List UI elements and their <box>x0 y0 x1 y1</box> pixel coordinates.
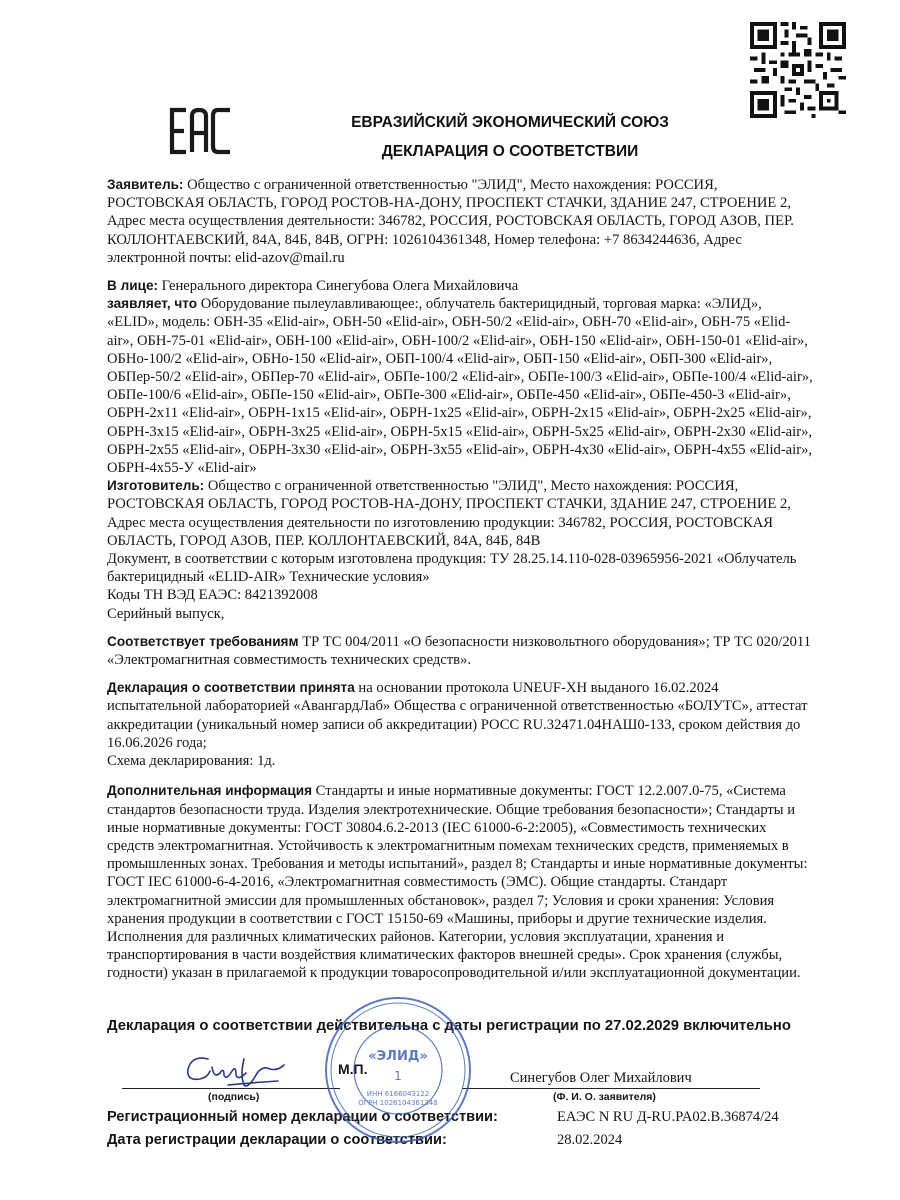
name-caption: (Ф. И. О. заявителя) <box>553 1091 656 1103</box>
signature-line <box>122 1088 340 1089</box>
name-line <box>462 1088 760 1089</box>
declares-label: заявляет, что <box>107 296 198 312</box>
additional-section <box>107 782 813 982</box>
declaration-body <box>107 176 813 983</box>
serial-production: Серийный выпуск, <box>107 605 225 622</box>
stamp-number: 1 <box>394 1069 402 1083</box>
additional-text: Стандарты и иные нормативные документы: ГОСТ 12.2.007.0-75, «Система стандартов безопасности труда. Изделия электротехнические. Общие требования безопасности»; Стандарты и иные нормативные документы: ГОСТ 30804.6.2-2013 (IEC 61000-6-2:2005), «Совместимость технических средств электромагнитная. Устойчивость к электромагнитным помехам технических средств, применяемых в промышленных зонах. Требования и методы испытаний», раздел 8; Стандарты и иные нормативные документы: ГОСТ IEC 61000-6-4-2016, «Электромагнитная совместимость (ЭМС). Общие стандарты. Стандарт электромагнитной эмиссии для промышленных обстановок», раздел 7; Условия и сроки хранения: Условия хранения продукции в соответствии с ГОСТ 15150-69 «Машины, приборы и другие технические изделия. Исполнения для различных климатических районов. Категории, условия эксплуатации, хранения и транспортирования в части воздействия климатических факторов внешней среды». Срок хранения (службы, годности) указан в прилагаемой к продукции товаросопроводительной и/или эксплуатационной документации. <box>107 783 808 982</box>
applicant-text: Общество с ограниченной ответственностью "ЭЛИД", Место нахождения: РОССИЯ, РОСТОВСКАЯ ОБЛАСТЬ, ГОРОД РОСТОВ-НА-ДОНУ, ПРОСПЕКТ СТАЧКИ, ЗДАНИЕ 247, СТРОЕНИЕ 2, Адрес места осуществления деятельности: 346782, РОССИЯ, РОСТОВСКАЯ ОБЛАСТЬ, ГОРОД АЗОВ, ПЕР. КОЛЛОНТАЕВСКИЙ, 84А, 84Б, 84В, ОГРН: 1026104361348, Номер телефона: +7 8634244636, Адрес электронной почты: elid-azov@mail.ru <box>107 177 794 266</box>
adopted-section <box>107 679 813 752</box>
registration-date-value: 28.02.2024 <box>557 1132 623 1148</box>
signer-name: Синегубов Олег Михайлович <box>510 1070 692 1086</box>
stamp-ogrn: ОГРН 1026104361348 <box>358 1099 438 1107</box>
applicant-section <box>107 176 813 267</box>
registration-number-label: Регистрационный номер декларации о соответствии: <box>107 1109 498 1125</box>
stamp-center-text: «ЭЛИД» <box>368 1049 428 1064</box>
union-heading: ЕВРАЗИЙСКИЙ ЭКОНОМИЧЕСКИЙ СОЮЗ <box>351 114 669 131</box>
conforms-label: Соответствует требованиям <box>107 633 299 649</box>
registration-date-label: Дата регистрации декларации о соответствии: <box>107 1132 447 1148</box>
person-section <box>107 277 813 295</box>
signature-caption: (подпись) <box>208 1091 260 1103</box>
person-label: В лице: <box>107 278 159 294</box>
hs-codes: Коды ТН ВЭД ЕАЭС: 8421392008 <box>107 587 318 604</box>
declares-text: Оборудование пылеулавливающее:, облучатель бактерицидный, торговая марка: «ЭЛИД», «ELID», модель: ОБН-35 «Elid-air», ОБН-50 «Elid-air», ОБН-50/2 «Elid-air», ОБН-70 «Elid-air», ОБН-75 «Elid-air», ОБН-75-01 «Elid-air», ОБН-100 «Elid-air», ОБН-100/2 «Elid-air», ОБН-150 «Elid-air», ОБН-150-01 «Elid-air», ОБНо-100/2 «Elid-air», ОБНо-150 «Elid-air», ОБП-100/4 «Elid-air», ОБП-150 «Elid-air», ОБП-300 «Elid-air», ОБПер-50/2 «Elid-air», ОБПер-70 «Elid-air», ОБПе-100/2 «Elid-air», ОБПе-100/3 «Elid-air», ОБПе-100/4 «Elid-air», ОБПе-100/6 «Elid-air», ОБПе-150 «Elid-air», ОБПе-300 «Elid-air», ОБПе-450 «Elid-air», ОБПе-450-3 «Elid-air», ОБРН-2х11 «Elid-air», ОБРН-1х15 «Elid-air», ОБРН-1х25 «Elid-air», ОБРН-2х15 «Elid-air», ОБРН-2х25 «Elid-air», ОБРН-3х15 «Elid-air», ОБРН-3х25 «Elid-air», ОБРН-5х15 «Elid-air», ОБРН-5х25 «Elid-air», ОБРН-2х30 «Elid-air», ОБРН-2х55 «Elid-air», ОБРН-3х30 «Elid-air», ОБРН-3х55 «Elid-air», ОБРН-4х30 «Elid-air», ОБРН-4х55 «Elid-air», ОБРН-4х55-У «Elid-air» <box>107 296 813 477</box>
document-title: ДЕКЛАРАЦИЯ О СООТВЕТСТВИИ <box>381 143 639 160</box>
manufacturer-section <box>107 477 813 550</box>
conforms-section <box>107 633 813 669</box>
adopted-label: Декларация о соответствии принята <box>107 680 355 696</box>
handwritten-signature <box>178 1045 288 1097</box>
adopted-text: на основании протокола UNEUF-XH выданого 16.02.2024 испытательной лабораторией «АвангардЛаб» Общества с ограниченной ответственностью «БОЛУТС», аттестат аккредитации (уникальный номер записи об аккредитации) РОСС RU.32471.04НАШ0-133, сроком действия до 16.06.2026 года; <box>107 680 808 751</box>
additional-label: Дополнительная информация <box>107 783 313 799</box>
seal-place-label: М.П. <box>338 1061 368 1077</box>
manufacturer-text: Общество с ограниченной ответственностью "ЭЛИД", Место нахождения: РОССИЯ, РОСТОВСКАЯ ОБЛАСТЬ, ГОРОД РОСТОВ-НА-ДОНУ, ПРОСПЕКТ СТАЧКИ, ЗДАНИЕ 247, СТРОЕНИЕ 2, Адрес места осуществления деятельности по изготовлению продукции: 346782, РОССИЯ, РОСТОВСКАЯ ОБЛАСТЬ, ГОРОД АЗОВ, ПЕР. КОЛЛОНТАЕВСКИЙ, 84А, 84Б, 84В <box>107 478 791 549</box>
person-text: Генерального директора Синегубова Олега Михайловича <box>158 278 519 295</box>
qr-code-icon <box>750 22 846 118</box>
company-stamp <box>322 994 474 1146</box>
registration-number-value: ЕАЭС N RU Д-RU.PA02.B.36874/24 <box>557 1109 779 1125</box>
applicant-label: Заявитель: <box>107 177 184 192</box>
manufacturer-document: Документ, в соответствии с которым изготовлена продукция: ТУ 28.25.14.110-028-03965956-2021 «Облучатель бактерицидный «ELID-AIR» Технические условия» <box>107 551 797 586</box>
declares-section <box>107 295 813 477</box>
declaration-scheme: Схема декларирования: 1д. <box>107 753 276 770</box>
stamp-inn: ИНН 6166043122 <box>366 1090 430 1098</box>
validity-statement: Декларация о соответствии действительна с даты регистрации по 27.02.2029 включительно <box>107 1018 791 1034</box>
conforms-text: ТР ТС 004/2011 «О безопасности низковольтного оборудования»; ТР ТС 020/2011 «Электромагнитная совместимость технических средств». <box>107 633 811 669</box>
manufacturer-label: Изготовитель: <box>107 478 205 494</box>
eac-logo-icon <box>168 104 234 158</box>
